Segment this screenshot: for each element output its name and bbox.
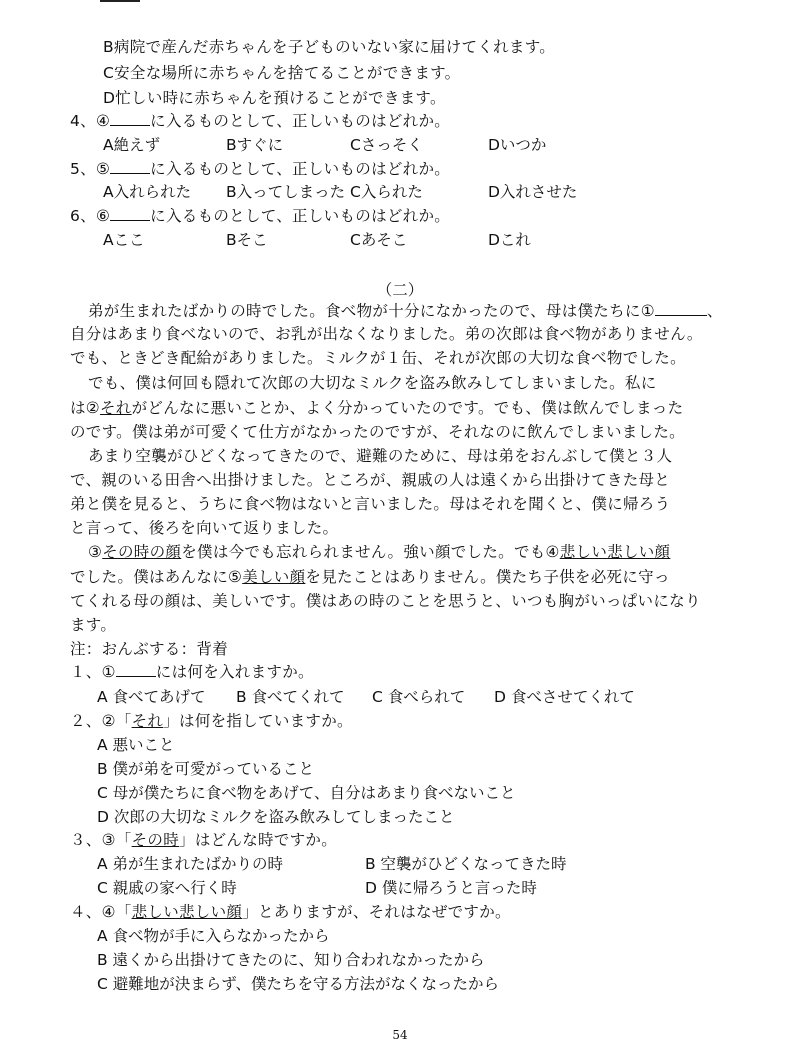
- option-c: C 親戚の家へ行く時: [97, 879, 237, 897]
- underlined-phrase: それ: [131, 712, 164, 730]
- option-d: Dいつか: [488, 136, 547, 154]
- question-number: 4、④: [70, 112, 111, 130]
- option-d: D 食べさせてくれて: [494, 688, 635, 706]
- passage-line: で、親のいる田舎へ出掛けました。ところが、親戚の人は遠くから出掛けてきた母と: [70, 471, 671, 489]
- question-number: １、①: [70, 663, 116, 681]
- option-d: D 次郎の大切なミルクを盗み飲みしてしまったこと: [97, 808, 455, 826]
- question-number: 5、⑤: [70, 160, 111, 178]
- passage-line: [70, 566, 670, 588]
- option-b: B 空襲がひどくなってきた時: [365, 855, 567, 873]
- option-d: Dこれ: [488, 231, 531, 249]
- option-c: C 母が僕たちに食べ物をあげて、自分はあまり食べないこと: [97, 784, 516, 802]
- option-c: Cあそこ: [350, 231, 408, 249]
- question-number: ２、②「: [70, 712, 132, 730]
- option-a: A入れられた: [103, 183, 192, 201]
- question-stem: に入るものとして、正しいものはどれか。: [150, 207, 451, 225]
- underlined-phrase: 美しい顔: [242, 568, 306, 586]
- part2-question-1: [70, 661, 314, 683]
- question-number: 6、⑥: [70, 207, 111, 225]
- option-a: A 食べ物が手に入らなかったから: [97, 927, 330, 945]
- option-a: A 食べてあげて: [97, 688, 206, 706]
- part2-question-4: [70, 901, 511, 923]
- question-stem: 」とありますが、それはなぜですか。: [242, 903, 511, 921]
- underlined-phrase: その時の顔: [102, 543, 182, 561]
- passage-line: [88, 300, 723, 322]
- passage-line: のです。僕は弟が可愛くて仕方がなかったのですが、それなのに飲んでしまいました。: [70, 423, 685, 441]
- option-a: Aここ: [103, 231, 145, 249]
- answer-blank: [116, 662, 156, 677]
- option-d: D 僕に帰ろうと言った時: [365, 879, 537, 897]
- passage-text: でした。僕はあんなに⑤: [70, 568, 243, 586]
- question-stem: 」はどんな時ですか。: [179, 831, 338, 849]
- option-c: C 食べられて: [372, 688, 466, 706]
- passage-line: ます。: [70, 616, 117, 634]
- passage-text: を僕は今でも忘れられません。強い顔でした。でも④: [181, 543, 560, 561]
- section-title: （二）: [376, 281, 424, 299]
- passage-line: てくれる母の顔は、美しいです。僕はあの時のことを思うと、いつも胸がいっぱいになり: [70, 592, 701, 610]
- vocabulary-note: 注：おんぶする：背着: [70, 640, 229, 658]
- part1-question-4: [70, 110, 450, 132]
- answer-blank: [110, 111, 150, 126]
- part2-question-2: [70, 710, 353, 732]
- answer-blank: [110, 206, 150, 221]
- passage-line: と言って、後ろを向いて返りました。: [70, 519, 339, 537]
- option-b: Bすぐに: [226, 136, 284, 154]
- q3-option-c: C安全な場所に赤ちゃんを捨てることができます。: [103, 64, 461, 82]
- question-number: ３、③「: [70, 831, 132, 849]
- page-number: 54: [392, 1028, 408, 1042]
- question-stem: には何を入れますか。: [155, 663, 314, 681]
- underlined-phrase: 悲しい悲しい顔: [131, 903, 243, 921]
- passage-text: がどんなに悪いことか、よく分かっていたのです。でも、僕は飲んでしまった: [131, 399, 684, 417]
- option-a: A 弟が生まれたばかりの時: [97, 855, 284, 873]
- option-b: Bそこ: [226, 231, 268, 249]
- underlined-phrase: 悲しい悲しい顔: [559, 543, 671, 561]
- passage-text: 弟が生まれたばかりの時でした。食べ物が十分になかったので、母は僕たちに①: [88, 302, 655, 320]
- question-stem: 」は何を指していますか。: [163, 712, 353, 730]
- option-b: B 食べてくれて: [236, 688, 345, 706]
- option-b: B入ってしまった: [226, 183, 346, 201]
- option-c: C 避難地が決まらず、僕たちを守る方法がなくなったから: [97, 975, 500, 993]
- passage-text: は②: [70, 399, 100, 417]
- passage-line: [88, 541, 670, 563]
- q3-option-b: B病院で産んだ赤ちゃんを子どものいない家に届けてくれます。: [103, 38, 556, 56]
- passage-line: 弟と僕を見ると、うちに食べ物はないと言いました。母はそれを聞くと、僕に帰ろう: [70, 495, 671, 513]
- passage-text: 、: [706, 302, 723, 320]
- answer-blank: [110, 159, 150, 174]
- option-c: C入られた: [350, 183, 423, 201]
- option-b: B 遠くから出掛けてきたのに、知り合われなかったから: [97, 951, 485, 969]
- q3-option-d: D忙しい時に赤ちゃんを預けることができます。: [103, 89, 446, 107]
- underlined-phrase: それ: [100, 399, 132, 417]
- top-rule: [100, 0, 140, 2]
- passage-line: 自分はあまり食べないので、お乳が出なくなりました。弟の次郎は食べ物がありません。: [70, 325, 703, 343]
- option-c: Cさっそく: [350, 136, 423, 154]
- part1-question-6: [70, 205, 450, 227]
- passage-line: でも、僕は何回も隠れて次郎の大切なミルクを盗み飲みしてしまいました。私に: [88, 374, 657, 392]
- option-a: A 悪いこと: [97, 736, 175, 754]
- question-stem: に入るものとして、正しいものはどれか。: [150, 112, 451, 130]
- passage-line: でも、ときどき配給がありました。ミルクが１缶、それが次郎の大切な食べ物でした。: [70, 349, 686, 367]
- option-b: B 僕が弟を可愛がっていること: [97, 760, 315, 778]
- passage-line: あまり空襲がひどくなってきたので、避難のために、母は弟をおんぶして僕と３人: [88, 447, 673, 465]
- passage-line: [70, 397, 683, 419]
- passage-text: ③: [88, 543, 103, 561]
- question-number: ４、④「: [70, 903, 132, 921]
- underlined-phrase: その時: [131, 831, 180, 849]
- answer-blank: [655, 301, 707, 316]
- option-d: D入れさせた: [488, 183, 578, 201]
- question-stem: に入るものとして、正しいものはどれか。: [150, 160, 451, 178]
- part2-question-3: [70, 829, 337, 851]
- part1-question-5: [70, 158, 450, 180]
- option-a: A絶えず: [103, 136, 161, 154]
- passage-text: を見たことはありません。僕たち子供を必死に守っ: [305, 568, 670, 586]
